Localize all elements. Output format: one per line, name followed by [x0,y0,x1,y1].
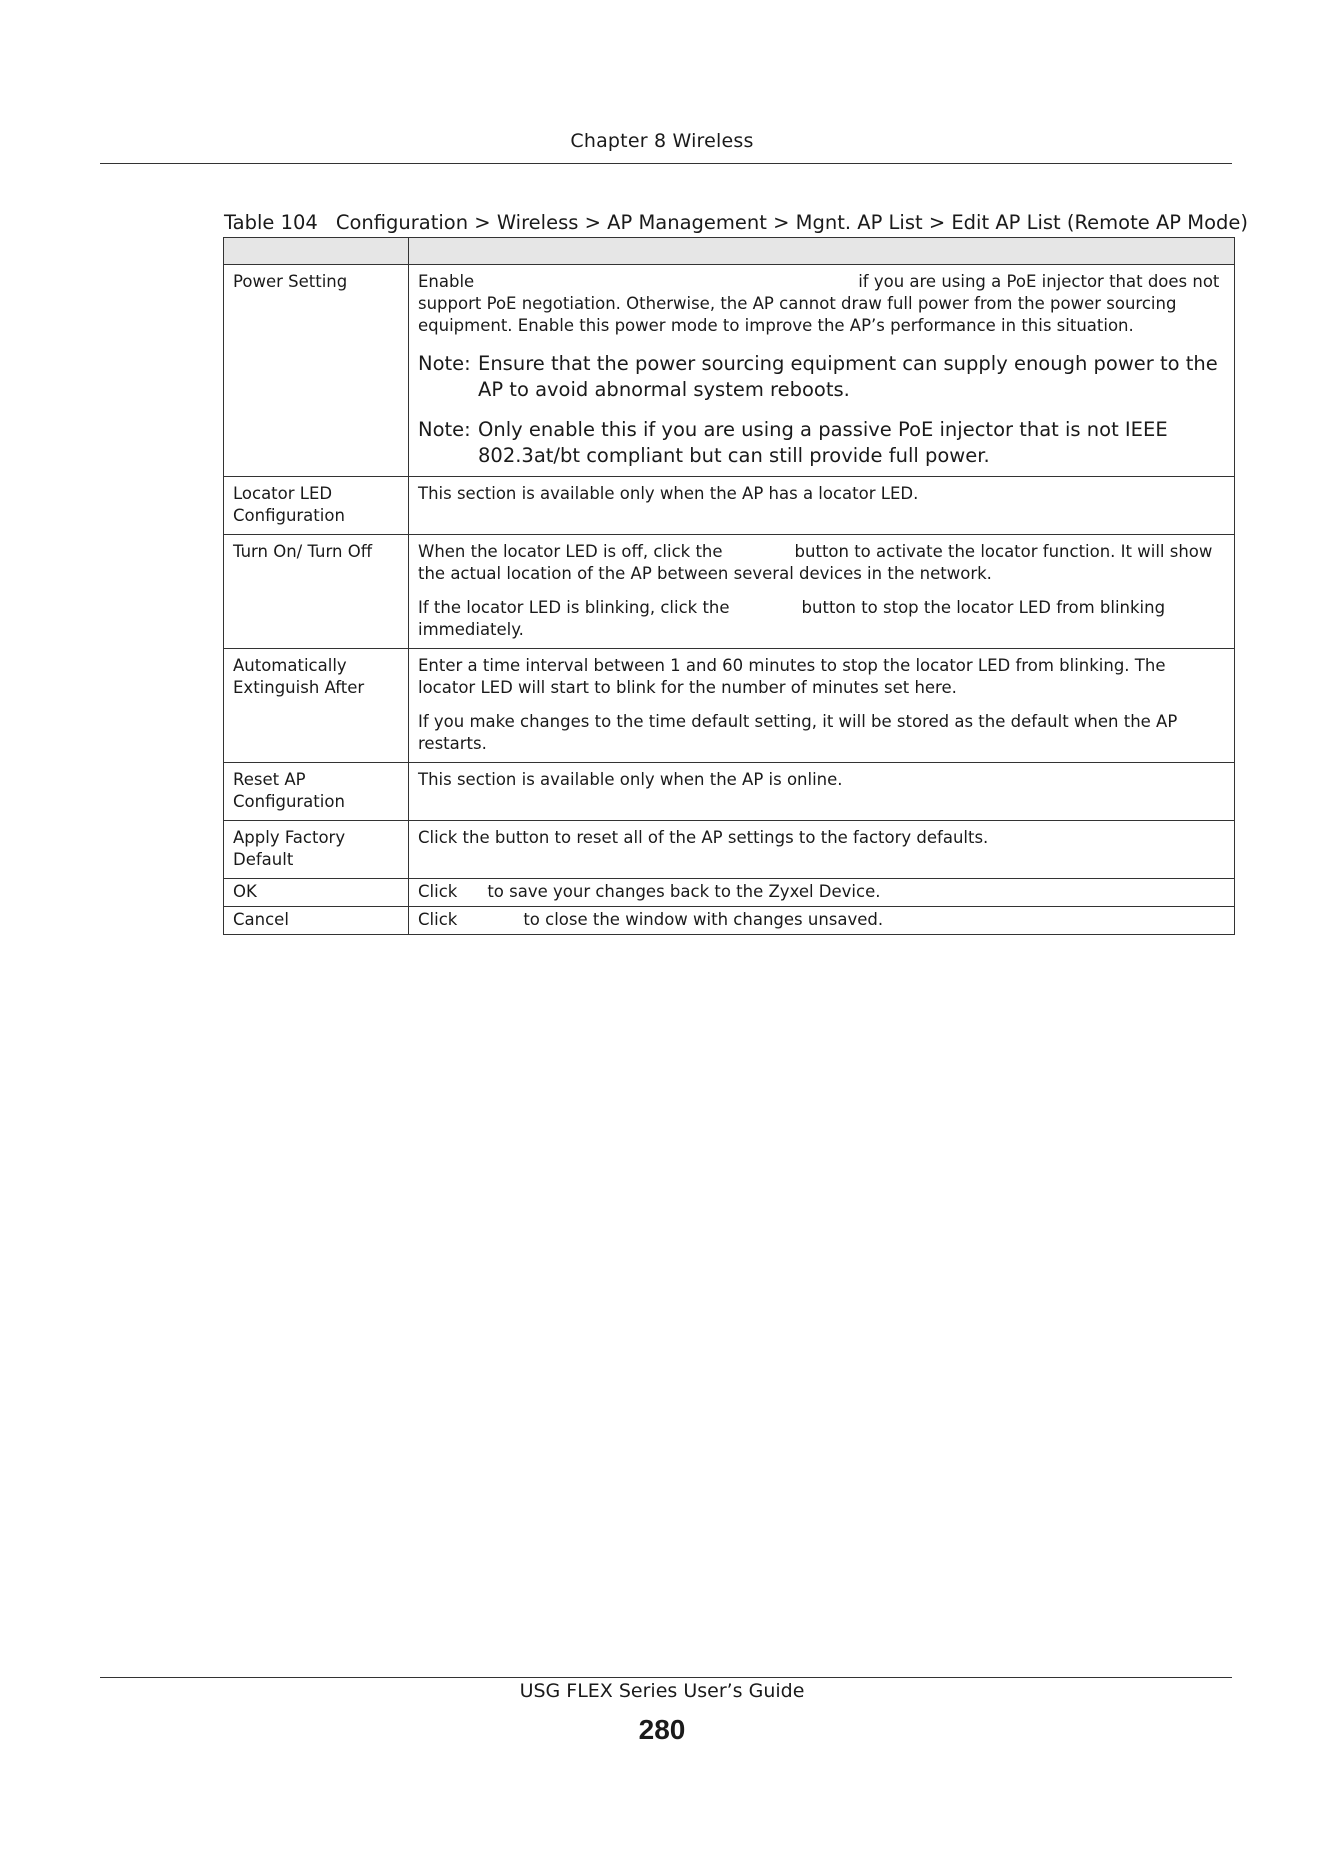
row-description: This section is available only when the AP has a locator LED. [409,477,1235,535]
table-row [224,477,1235,535]
row-description: Click the button to reset all of the AP settings to the factory defaults. [409,821,1235,879]
description-text: button to stop the locator LED from blinking immediately. [418,598,1166,639]
row-description [409,535,1235,649]
table-row [224,649,1235,763]
row-label: Locator LED Configuration [224,477,409,535]
row-label: Automatically Extinguish After [224,649,409,763]
description-text: If the locator LED is blinking, click the [418,598,730,617]
header-cell-description [409,238,1235,265]
table-row [224,265,1235,477]
field-description-table [223,237,1235,935]
row-label: Power Setting [224,265,409,477]
row-description [409,649,1235,763]
table-row [224,535,1235,649]
note-label: Note: [418,352,471,375]
description-text: if you are using a PoE injector that does not support PoE negotiation. Otherwise, the AP cannot draw full power from the power sourcing equipment. Enable this power mode to improve the AP’s performance in this situation. [418,272,1220,335]
row-label: OK [224,879,409,907]
header-cell-label [224,238,409,265]
note [418,417,1225,469]
table-row [224,879,1235,907]
description-text: When the locator LED is off, click the [418,542,723,561]
description-text: to save your changes back to the Zyxel Device. [487,882,881,901]
footer-rule [100,1677,1232,1678]
header-rule [100,163,1232,164]
description-text: button to activate the locator function. It will show the actual location of the AP between several devices in the network. [418,542,1213,583]
row-label: Cancel [224,907,409,935]
note-text: Ensure that the power sourcing equipment can supply enough power to the AP to avoid abnormal system reboots. [478,352,1218,401]
row-description: This section is available only when the AP is online. [409,763,1235,821]
row-description [409,265,1235,477]
note-text: Only enable this if you are using a passive PoE injector that is not IEEE 802.3at/bt compliant but can still provide full power. [478,418,1168,467]
page-number: 280 [638,1714,686,1745]
row-label: Turn On/ Turn Off [224,535,409,649]
row-description [409,879,1235,907]
row-label: Reset AP Configuration [224,763,409,821]
table-caption [224,211,1248,234]
table-number: Table 104 [224,211,318,234]
note [418,351,1225,403]
description-text: to close the window with changes unsaved. [523,910,884,929]
footer-guide-title: USG FLEX Series User’s Guide [519,1680,805,1702]
table-row [224,907,1235,935]
table-header-row [224,238,1235,265]
row-label: Apply Factory Default [224,821,409,879]
description-text: Enable [418,272,475,291]
description-text: If you make changes to the time default setting, it will be stored as the default when the AP restarts. [418,712,1178,753]
table-title: Configuration > Wireless > AP Management > Mgnt. AP List > Edit AP List (Remote AP Mode) [335,211,1248,234]
description-text: Enter a time interval between 1 and 60 minutes to stop the locator LED from blinking. The locator LED will start to blink for the number of minutes set here. [418,656,1166,697]
description-text: Click [418,882,458,901]
description-text: Click [418,910,458,929]
chapter-header: Chapter 8 Wireless [570,130,754,152]
note-label: Note: [418,418,471,441]
row-description [409,907,1235,935]
table-row [224,763,1235,821]
table-row [224,821,1235,879]
